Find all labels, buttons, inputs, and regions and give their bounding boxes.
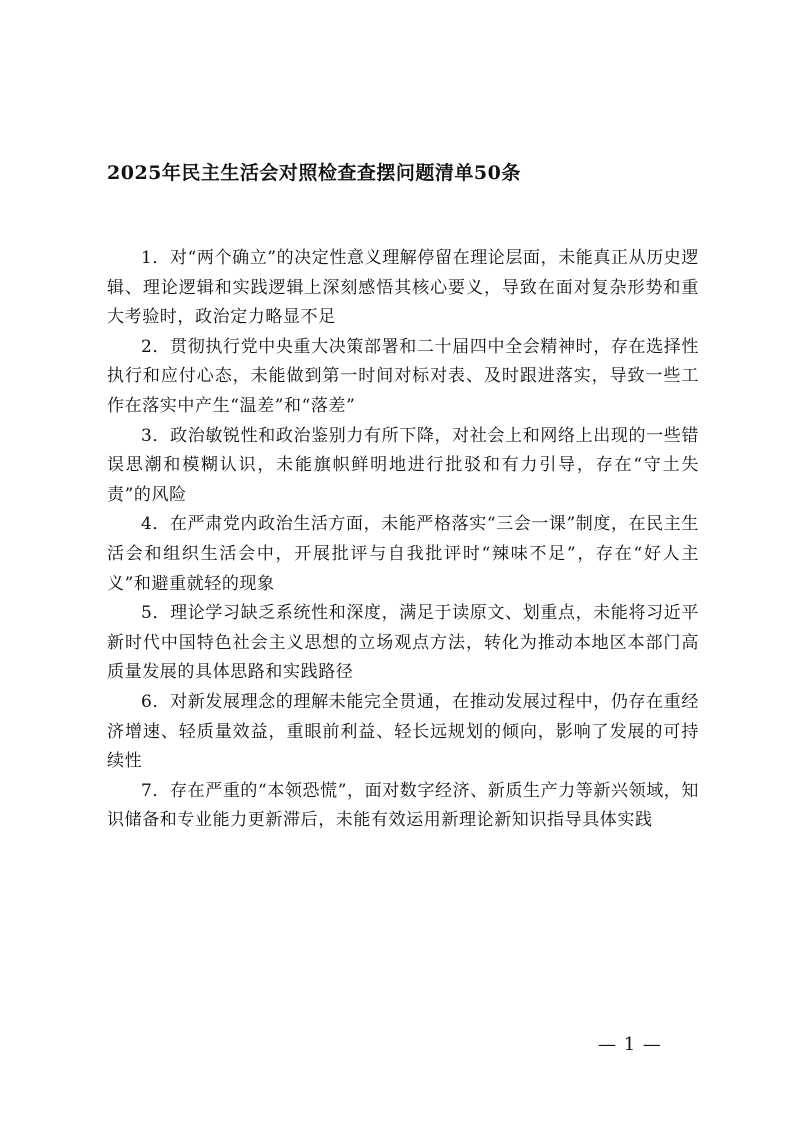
list-item: 6．对新发展理念的理解未能完全贯通，在推动发展过程中，仍存在重经济增速、轻质量效益，重眼前利益、轻长远规划的倾向，影响了发展的可持续性: [107, 691, 699, 772]
document-title: 2025年民主生活会对照检查查摆问题清单50条: [107, 162, 521, 184]
list-item: 5．理论学习缺乏系统性和深度，满足于读原文、划重点，未能将习近平新时代中国特色社会主义思想的立场观点方法，转化为推动本地区本部门高质量发展的具体思路和实践路径: [107, 603, 699, 683]
list-item: 3．政治敏锐性和政治鉴别力有所下降，对社会上和网络上出现的一些错误思潮和模糊认识，未能旗帜鲜明地进行批驳和有力引导，存在“守土失责”的风险: [107, 425, 699, 505]
list-item: 2．贯彻执行党中央重大决策部署和二十届四中全会精神时，存在选择性执行和应付心态，未能做到第一时间对标对表、及时跟进落实，导致一些工作在落实中产生“温差”和“落差”: [107, 336, 699, 416]
list-item: 1．对“两个确立”的决定性意义理解停留在理论层面，未能真正从历史逻辑、理论逻辑和实践逻辑上深刻感悟其核心要义，导致在面对复杂形势和重大考验时，政治定力略显不足: [107, 248, 699, 328]
list-item: 4．在严肃党内政治生活方面，未能严格落实“三会一课”制度，在民主生活会和组织生活会中，开展批评与自我批评时“辣味不足”，存在“好人主义”和避重就轻的现象: [107, 514, 699, 594]
problem-list: [107, 244, 699, 836]
page-number: — 1 —: [598, 1034, 662, 1055]
list-item: 7．存在严重的“本领恐慌”，面对数字经济、新质生产力等新兴领域，知识储备和专业能力更新滞后，未能有效运用新理论新知识指导具体实践: [107, 780, 699, 831]
